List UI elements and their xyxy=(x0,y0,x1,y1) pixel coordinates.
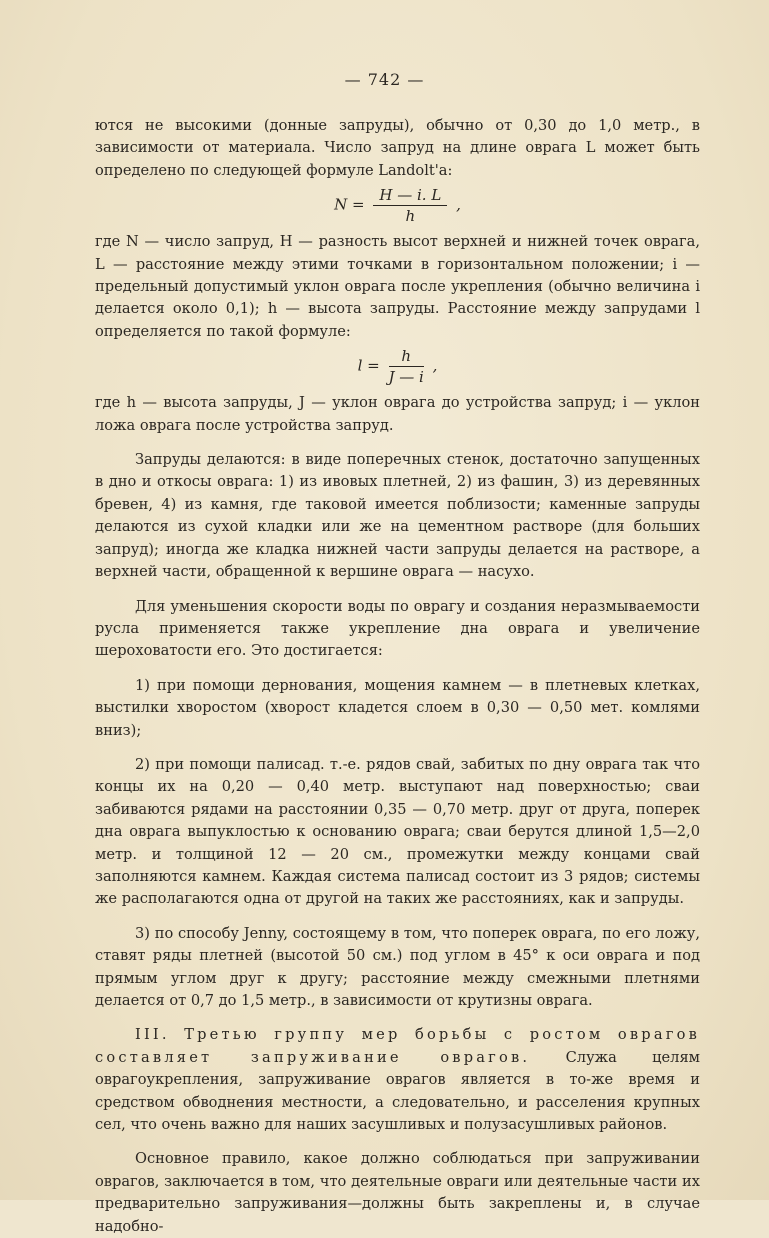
paragraph-3: где h — высота запруды, J — уклон оврага до устройства запруд; i — уклон ложа оврага после устройства запруд. xyxy=(95,394,700,434)
paragraph-4: Запруды делаются: в виде поперечных стенок, достаточно запущенных в дно и откосы оврага: 1) из ивовых плетней, 2) из фашин, 3) из деревянных бревен, 4) из камня, где таковой имеется поблизости; каменные запруды делаются из сухой кладки или же на цементном растворе (для больших запруд); иногда же кладка нижней части запруды делается на растворе, а верхней части, обращенной к вершине оврага — насухо. xyxy=(95,451,700,581)
formula-2-fraction xyxy=(389,347,424,386)
formula-2-lhs: l = xyxy=(357,356,380,375)
formula-2-numerator: h xyxy=(389,347,424,367)
page-number: — 742 — xyxy=(344,70,425,89)
paragraph-9-rest: Служа целям оврагоукрепления, запруживание оврагов является в то-же время и средством обводнения местности, а следовательно, и расселения крупных сел, что очень важно для наших засушливых и полузасушливых районов. xyxy=(95,1048,701,1134)
paragraph-1: ются не высокими (донные запруды), обычно от 0,30 до 1,0 метр., в зависимости от материала. Число запруд на длине оврага L может быть определено по следующей формуле Landolt'а: xyxy=(95,117,700,179)
body-text xyxy=(95,115,700,1238)
formula-distance xyxy=(95,347,700,386)
paragraph-7: 2) при помощи палисад. т.-е. рядов свай, забитых по дну оврага так что концы их на 0,20 — 0,40 метр. выступают над поверхностью; сваи забиваются рядами на расстоянии 0,35 — 0,70 метр. друг от друга, поперек дна оврага выпуклостью к основанию оврага; сваи берутся длиной 1,5—2,0 метр. и толщиной 12 — 20 см., промежутки между концами свай заполняются камнем. Каждая система палисад состоит из 3 рядов; системы же располагаются одна от другой на таких же расстояниях, как и запруды. xyxy=(95,755,700,908)
paragraph-9 xyxy=(95,1024,700,1136)
paragraph-5: Для уменьшения скорости воды по оврагу и создания неразмываемости русла применяется также укрепление дна оврага и увеличение шероховатости его. Это достигается: xyxy=(95,597,700,660)
paragraph-8: 3) по способу Jenny, состоящему в том, что поперек оврага, по его ложу, ставят ряды плетней (высотой 50 см.) под углом в 45° к оси оврага и под прямым углом друг к другу; расстояние между смежными плетнями делается от 0,7 до 1,5 метр., в зависимости от крутизны оврага. xyxy=(95,924,700,1009)
formula-1-denominator: h xyxy=(405,207,416,226)
formula-1-fraction xyxy=(373,186,447,225)
paragraph-10: Основное правило, какое должно соблюдаться при запруживании оврагов, заключается в том, что деятельные овраги или деятельные части их предварительно запруживания—должны быть закреплены и, в случае надобно- xyxy=(95,1150,700,1235)
paragraph-6: 1) при помощи дернования, мощения камнем — в плетневых клетках, выстилки хворостом (хворост кладется слоем в 0,30 — 0,50 мет. комлями вниз); xyxy=(95,676,700,739)
formula-2-denominator: J — i xyxy=(388,368,424,387)
paragraph-2: где N — число запруд, H — разность высот верхней и нижней точек оврага, L — расстояние между этими точками в горизонтальном положении; i — предельный допустимый уклон оврага после укрепления (обычно величина i делается около 0,1); h — высота запруды. Расстояние между запрудами l определяется по такой формуле: xyxy=(95,233,700,340)
formula-landolt xyxy=(95,186,700,225)
formula-1-numerator: H — i. L xyxy=(373,186,447,206)
formula-1-tail: , xyxy=(456,195,461,214)
paragraph-9-lead: III. Третью группу мер борьбы с ростом оврагов составляет запруживание оврагов. xyxy=(95,1026,700,1066)
formula-1-lhs: N = xyxy=(334,195,365,214)
formula-2-tail: , xyxy=(432,356,438,375)
